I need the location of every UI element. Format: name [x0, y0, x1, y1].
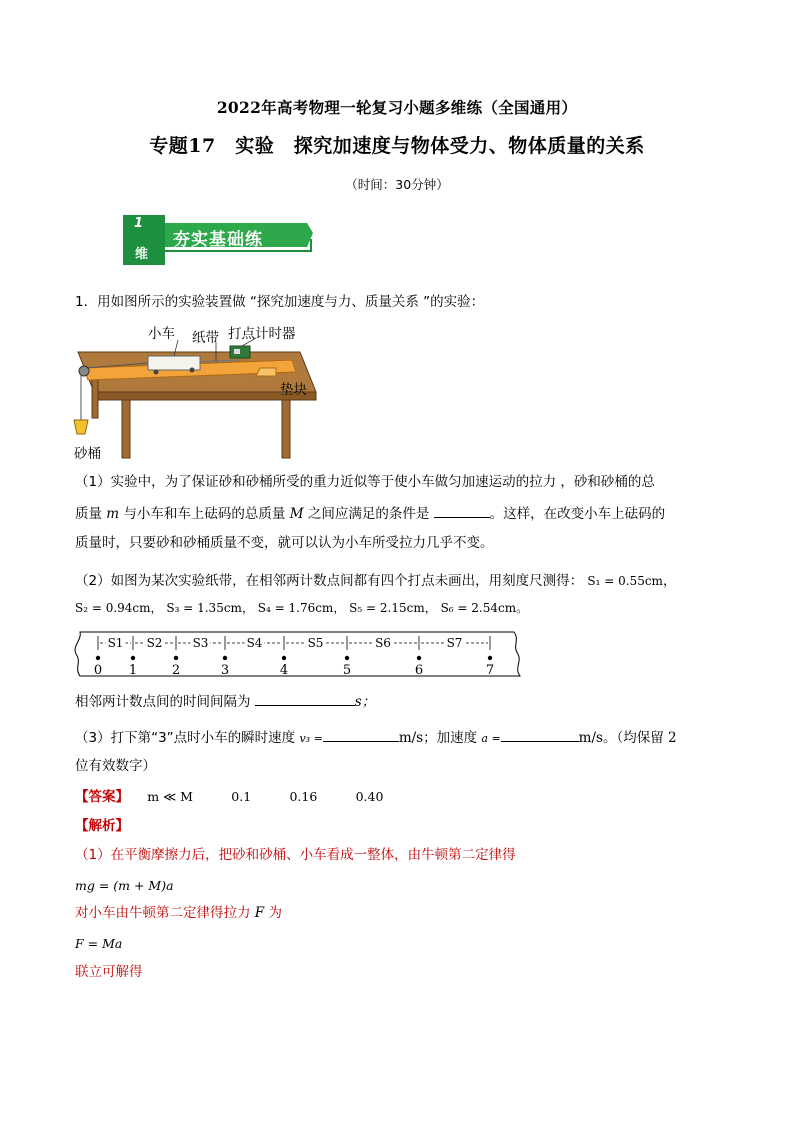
tape-segment-label: S4: [246, 636, 263, 650]
tape-segment-label: S2: [146, 636, 163, 650]
answer-value-1: m ≪ M: [147, 789, 193, 804]
tape-point-label: 5: [342, 663, 352, 678]
banner-level-number: 1: [134, 216, 144, 231]
answer-label: 【答案】: [75, 789, 129, 805]
tape-segment-label: S7: [446, 636, 463, 650]
symbol-a: a =: [481, 732, 501, 745]
analysis-eq1: mg = (m + M)a: [75, 878, 174, 893]
answer-blank-1: [434, 503, 490, 518]
tape-segment-label: S6: [375, 636, 391, 650]
label-tape: 纸带: [192, 330, 219, 346]
part3-line2: 位有效数字）: [75, 758, 156, 774]
label-timer: 打点计时器: [228, 326, 296, 342]
part1-line1: （1）实验中，为了保证砂和砂桶所受的重力近似等于使小车做匀加速运动的拉力 ，砂和砂桶的总: [75, 474, 655, 490]
tape-point: [282, 656, 286, 660]
symbol-m: m: [106, 506, 120, 522]
tape-point-label: 4: [279, 663, 289, 678]
analysis-line1: （1）在平衡摩擦力后，把砂和砂桶、小车看成一整体，由牛顿第二定律得: [75, 847, 516, 863]
answer-value-4: 0.40: [355, 789, 384, 804]
tape-point-label: 1: [128, 663, 138, 678]
answer-blank-3: [323, 727, 399, 742]
tape-point-label: 2: [171, 663, 181, 678]
tape-point: [417, 656, 421, 660]
tape-point: [223, 656, 227, 660]
measurement-s3: S₃ = 1.35cm: [166, 601, 242, 615]
symbol-M: M: [289, 506, 304, 522]
answer-value-3: 0.16: [289, 789, 318, 804]
tape-point-label: 0: [93, 663, 103, 678]
part2-line2: 相邻两计数点间的时间间隔为 s；: [75, 691, 375, 712]
analysis-label: 【解析】: [75, 818, 129, 834]
tape-segment-label: S3: [192, 636, 209, 650]
question-intro: 1．用如图所示的实验装置做 “探究加速度与力、质量关系 ”的实验：: [75, 294, 485, 310]
answer-value-2: 0.1: [231, 789, 252, 804]
tape-point-label: 3: [220, 663, 230, 678]
series-title: 2022年高考物理一轮复习小题多维练（全国通用）: [216, 98, 578, 117]
tape-point: [174, 656, 178, 660]
analysis-line2: 对小车由牛顿第二定律得拉力 F 为: [75, 905, 282, 921]
tape-diagram: [74, 628, 522, 684]
analysis-eq2: F = Ma: [75, 936, 123, 951]
label-cart: 小车: [148, 326, 175, 342]
measurement-s5: S₅ = 2.15cm: [349, 601, 425, 615]
measurement-row: S₂ = 0.94cm， S₃ = 1.35cm， S₄ = 1.76cm， S₅ = 2.15cm， S₆ = 2.54cm。: [75, 601, 529, 615]
tape-point-label: 6: [414, 663, 424, 678]
tape-point-label: 7: [485, 663, 495, 678]
label-block: 垫块: [280, 382, 307, 398]
tape-point: [131, 656, 135, 660]
part1-line2: 质量 m 与小车和车上砝码的总质量 M 之间应满足的条件是 。这样，在改变小车上砝码的: [75, 503, 665, 524]
answer-blank-2: [255, 691, 355, 706]
part2-line1: （2）如图为某次实验纸带，在相邻两计数点间都有四个打点未画出，用刻度尺测得： S₁ = 0.55cm，: [75, 573, 677, 589]
measurement-s1: S₁ = 0.55cm: [587, 574, 663, 588]
tape-segment-label: S1: [107, 636, 124, 650]
banner-label: 夯实基础练: [173, 230, 263, 250]
part3-line1: （3）打下第“3”点时小车的瞬时速度 v₃ = m/s；加速度 a = m/s。（均保留 2: [75, 727, 677, 749]
tape-point: [96, 656, 100, 660]
time-limit: （时间：30分钟）: [345, 177, 449, 192]
topic-title: 专题17 实验 探究加速度与物体受力、物体质量的关系: [149, 135, 645, 157]
section-banner: [121, 213, 317, 267]
answer-blank-4: [501, 727, 579, 742]
banner-level-unit: 维: [135, 247, 149, 262]
apparatus-figure: [70, 316, 340, 464]
measurement-s2: S₂ = 0.94cm: [75, 601, 151, 615]
label-bucket: 砂桶: [74, 446, 101, 462]
tape-svg: [74, 628, 522, 684]
answer-row: [75, 787, 383, 807]
tape-point: [488, 656, 492, 660]
analysis-line3: 联立可解得: [75, 964, 143, 980]
part1-line3: 质量时，只要砂和砂桶质量不变，就可以认为小车所受拉力几乎不变。: [75, 535, 494, 551]
measurement-s6: S₆ = 2.54cm: [440, 601, 517, 615]
tape-segment-label: S5: [307, 636, 324, 650]
tape-point: [345, 656, 349, 660]
symbol-v3: v₃ =: [299, 732, 323, 745]
measurement-s4: S₄ = 1.76cm: [257, 601, 334, 615]
